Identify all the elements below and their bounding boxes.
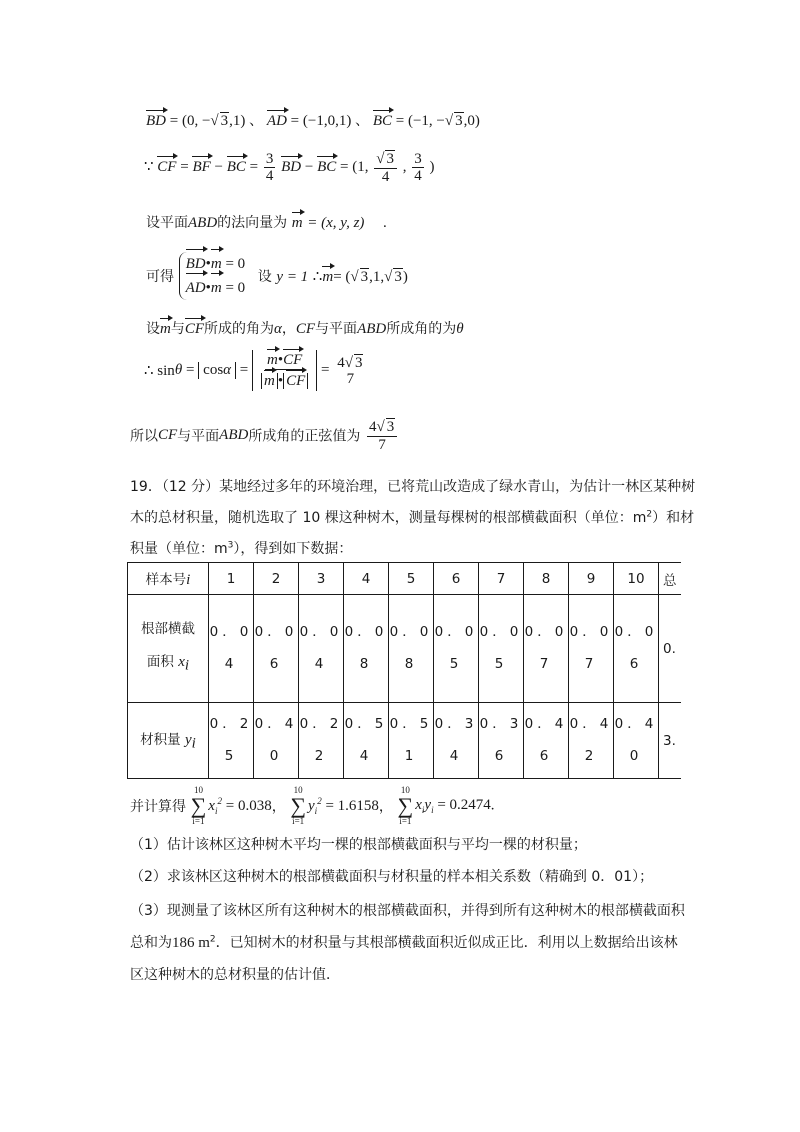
row-var: y [184,732,192,749]
table-cell [524,595,569,703]
vector-m: m [267,352,278,368]
row-label: 根部横截 [141,620,195,637]
separator: 、 [355,113,370,129]
frac-den: 4 [381,168,390,185]
sqrt-value: 3 [394,269,402,285]
cell-top: 0．5 [344,716,388,733]
equation-1 [186,256,246,272]
m-value-c: ) [402,269,408,285]
separator: ， [378,799,393,815]
sub: i [314,806,318,816]
superscript: 3 [227,540,234,551]
equation-system [179,252,246,300]
cell-bottom: 7 [539,655,553,672]
col-header: 4 [344,563,389,595]
text: 设 [257,269,272,285]
sqrt-icon: √ [350,269,359,285]
segment-cf: CF [158,427,178,443]
cos: cos [203,362,224,378]
row-label: 材积量 [140,732,181,749]
cell-bottom: 4 [449,747,463,764]
total-cell: 3. [659,703,682,779]
text: 的法向量为 [217,215,288,231]
table-cell [569,703,614,779]
cf-line [144,150,434,185]
cell-bottom: 4 [314,655,328,672]
cell-top: 0．0 [389,624,433,641]
col-header: 6 [434,563,479,595]
cell-bottom: 8 [404,655,418,672]
cell-bottom: 4 [224,655,238,672]
paren-open: (1, [352,158,369,175]
cell-top: 0．0 [524,624,568,641]
abs-fraction [252,350,317,391]
header-label-cell [128,563,209,595]
cell-bottom: 6 [539,747,553,764]
sqrt-icon: √ [376,151,385,167]
plane-name: ABD [219,427,249,443]
cell-bottom: 7 [584,655,598,672]
vector-bc: BC [317,158,337,175]
period: . [490,797,495,814]
equals: = [321,362,330,378]
question-2: （2）求该林区这种树木的根部横截面积与材积量的样本相关系数（精确到 0．01）； [130,869,654,885]
area-value: 186 m [172,935,210,951]
question-1: （1）估计该林区这种树木平均一棵的根部横截面积与平均一棵的材积量； [130,837,587,853]
header-var: i [186,572,191,588]
conclusion-line [130,418,399,453]
sum-xy [398,786,414,826]
coef: 4 [368,419,377,435]
sum-bottom: i=1 [399,816,412,826]
frac-den: 7 [378,436,386,453]
sum-y2-expr [308,798,379,814]
table-cell [479,703,524,779]
total-header: 总 [659,563,682,595]
table-row-area [128,595,682,703]
therefore-sin: ∴ sin [144,363,175,379]
abs-cf [283,373,308,390]
bc-value-a: = (−1, − [395,113,445,129]
text: ， [281,321,296,337]
sum-x2 [191,786,207,826]
row-var-sub: i [184,657,190,674]
result-fraction [335,354,365,388]
vector-bd: BD [146,113,166,129]
vector-m: m [322,269,334,285]
sum-x2-expr [208,798,271,814]
col-header: 3 [299,563,344,595]
vector-bc: BC [226,158,246,175]
m-value-a: = ( [333,269,351,285]
problem-line-2 [130,507,694,527]
dot: • [277,372,284,389]
vector-m: m [160,321,171,337]
text: ．已知树木的材积量与其根部横截面积近似成正比．利用以上数据给出该林 [215,935,678,951]
cell-bottom: 4 [359,747,373,764]
dot: • [205,280,211,296]
cell-bottom: 5 [449,655,463,672]
equals: = [185,362,195,378]
question-3-line-1: （3）现测量了该林区所有这种树木的根部横截面积，并得到所有这种树木的根部横截面积 [130,903,685,919]
superscript: 2 [646,509,653,520]
cell-top: 0．2 [209,716,253,733]
text: 并计算得 [130,799,186,815]
var: x [415,797,422,813]
answer-fraction [367,418,397,453]
table-cell [344,703,389,779]
cell-bottom: 6 [269,655,283,672]
minus: − [304,158,314,175]
cell-top: 0．0 [614,624,658,641]
cell-bottom: 2 [314,747,328,764]
sum-top: 10 [400,785,410,795]
cell-top: 0．3 [479,716,523,733]
period: . [383,215,387,231]
problem-line-1: 19．（12 分）某地经过多年的环境治理，已将荒山改造成了绿水青山，为估计一林区某种树 [130,479,696,495]
table-header-row [128,563,682,595]
total-cell: 0. [659,595,682,703]
table-cell [389,703,434,779]
bd-sqrt: 3 [220,113,229,129]
row-var: x [178,653,185,670]
row-var-sub: i [191,735,196,752]
table-cell [614,703,659,779]
sqrt-value: 3 [386,419,395,435]
equals: = [180,158,189,175]
equation-2 [186,280,246,296]
cell-top: 0．0 [299,624,343,641]
fraction-sqrt3-4 [374,150,397,185]
table-cell [299,595,344,703]
table-row-volume [128,703,682,779]
table-cell [614,595,659,703]
separator: 、 [249,113,264,129]
sqrt-icon: √ [384,269,393,285]
minus: − [214,158,223,175]
question-3-line-3: 区这种树木的总材积量的估计值． [130,967,340,983]
table-cell [389,595,434,703]
abs-m [261,373,278,390]
sub: i [214,806,218,816]
sigma-icon: ∑ [290,793,306,818]
sums-line [130,786,495,826]
vector-m: m [291,215,303,231]
sum-top: 10 [193,785,203,795]
table-cell [209,703,254,779]
paren-close: ) [429,158,435,175]
cell-top: 0．4 [524,716,568,733]
cell-bottom: 6 [629,655,643,672]
angle-line [146,318,464,338]
sqrt-value: 3 [386,151,394,167]
col-header: 7 [479,563,524,595]
frac-num: 3 [265,150,274,167]
fraction-3-4b [412,151,424,185]
superscript: 2 [209,934,216,945]
value: = 1.6158 [325,798,379,814]
cell-bottom: 5 [494,655,508,672]
plane-name: ABD [357,321,387,337]
vector-cf: CF [157,158,177,175]
sigma-icon: ∑ [190,793,207,818]
equals: = [249,158,259,175]
col-header: 10 [614,563,659,595]
theta: θ [174,362,183,378]
cell-bottom: 8 [359,655,373,672]
abs-cos [198,362,236,379]
cell-top: 0．5 [389,716,433,733]
col-header: 9 [569,563,614,595]
cell-top: 0．0 [344,624,388,641]
therefore-symbol: ∴ [312,269,323,285]
vector-bf: BF [192,158,211,175]
text: ）和材 [652,510,695,526]
vector-bd: BD [186,252,206,276]
table-cell [479,595,524,703]
cell-bottom: 0 [269,747,283,764]
text: 与平面 [177,428,220,445]
table-cell [569,595,614,703]
frac-num [367,418,397,437]
cell-top: 0．0 [434,624,478,641]
cell-top: 0．0 [479,624,523,641]
alpha: α [274,321,282,337]
row-label: 面积 [146,653,174,670]
cell-bottom: 6 [494,747,508,764]
sum-y2 [290,786,306,826]
sqrt-value: 3 [354,354,363,371]
system-result [258,269,408,285]
col-header: 1 [209,563,254,595]
col-header: 8 [524,563,569,595]
question-3-line-2 [130,932,678,952]
frac-den: 4 [265,168,274,184]
text: 积量（单位：m [130,541,228,557]
vectors-line [146,110,480,130]
vector-m: m [211,276,222,300]
col-header: 5 [389,563,434,595]
sup: 2 [217,796,222,806]
y-equals: y = 1 [276,269,309,285]
normal-vector-line [146,212,387,232]
header-label: 样本号 [145,572,187,588]
m-value: = (x, y, z) [307,215,365,231]
sum-top: 10 [293,785,303,795]
vector-ad: AD [186,276,206,300]
system-line [146,252,408,300]
cell-top: 0．0 [209,624,253,641]
bc-value-c: ,0) [463,113,480,129]
text: 所成角的为 [386,321,457,337]
dot: • [205,256,211,272]
cell-bottom: 2 [584,747,598,764]
equals: = [340,158,349,175]
sqrt-icon: √ [376,419,385,435]
vector-m: m [211,252,222,276]
cell-top: 0．3 [434,716,478,733]
frac-den: 4 [414,168,422,184]
bd-value-a: = (0, − [169,113,211,129]
frac-den [259,370,310,390]
vector-m: m [264,372,275,389]
cos-fraction [259,352,310,389]
value: = 0.038 [225,798,272,814]
sqrt-icon: √ [344,354,353,371]
coef: 4 [337,354,345,371]
sqrt-icon: √ [444,113,454,129]
bc-sqrt: 3 [455,113,463,129]
frac-num: 3 [414,150,422,167]
equals: = [239,362,249,378]
text: 设 [146,321,160,337]
text: 所成角的正弦值为 [248,428,361,445]
sigma-icon: ∑ [397,793,414,818]
plane-name: ABD [188,215,218,231]
sqrt-icon: √ [210,113,219,129]
cell-bottom: 5 [224,747,238,764]
fraction-3-4 [264,151,276,185]
text: 所以 [130,428,158,445]
table-cell [344,595,389,703]
frac-den: 7 [346,371,355,387]
var: y [308,798,315,814]
alpha: α [223,362,232,378]
table-cell [299,703,344,779]
vector-cf: CF [184,321,205,337]
cell-top: 0．4 [254,716,298,733]
cell-top: 0．0 [254,624,298,641]
vector-bd: BD [281,158,302,175]
text: 可得 [146,269,174,285]
cell-top: 0．0 [569,624,613,641]
theta: θ [456,321,464,337]
sub: i [421,805,425,815]
table-cell [254,703,299,779]
vector-ad: AD [266,113,287,129]
rhs: = 0 [225,256,246,272]
dot: • [277,352,284,368]
text: 与平面 [315,321,358,337]
cell-top: 0．4 [614,716,658,733]
var: x [208,798,215,814]
row-label-cell [128,595,209,703]
sum-bottom: i=1 [192,816,205,826]
col-header: 2 [254,563,299,595]
rhs: = 0 [225,280,246,296]
separator: ， [271,799,286,815]
var: y [424,797,432,813]
sub: i [431,805,434,815]
m-value-b: ,1, [369,269,385,285]
table-cell [434,595,479,703]
comma: , [402,158,407,175]
text: 与 [170,321,185,337]
sup: 2 [317,796,322,806]
table-cell [434,703,479,779]
ad-value: = (−1,0,1) [290,113,352,129]
problem-line-3 [130,538,352,558]
data-table [127,562,681,779]
vector-cf: CF [286,372,306,389]
because-symbol: ∵ [144,158,154,175]
row-label-cell [128,703,209,779]
cell-bottom: 0 [629,747,643,764]
text: 木的总材积量，随机选取了 10 棵这种树木，测量每棵树的根部横截面积（单位：m [130,510,647,526]
sin-line [144,350,367,391]
bd-value-c: ,1) [229,113,246,129]
vector-bc: BC [372,113,392,129]
cell-top: 0．2 [299,716,343,733]
sum-bottom: i=1 [292,816,305,826]
frac-num [374,150,397,169]
table-cell [209,595,254,703]
value: = 0.2474 [437,797,491,813]
sum-xy-expr [415,797,491,813]
segment-cf: CF [295,321,316,337]
vector-cf: CF [283,352,303,368]
text: 设平面 [146,215,188,231]
text: 所成的角为 [204,321,275,337]
frac-num [335,354,365,372]
table-cell [254,595,299,703]
sqrt-value: 3 [360,269,369,285]
cell-bottom: 1 [404,747,418,764]
table-cell [524,703,569,779]
text: 总和为 [130,935,172,951]
text: ），得到如下数据： [233,541,353,557]
cell-top: 0．4 [569,716,613,733]
